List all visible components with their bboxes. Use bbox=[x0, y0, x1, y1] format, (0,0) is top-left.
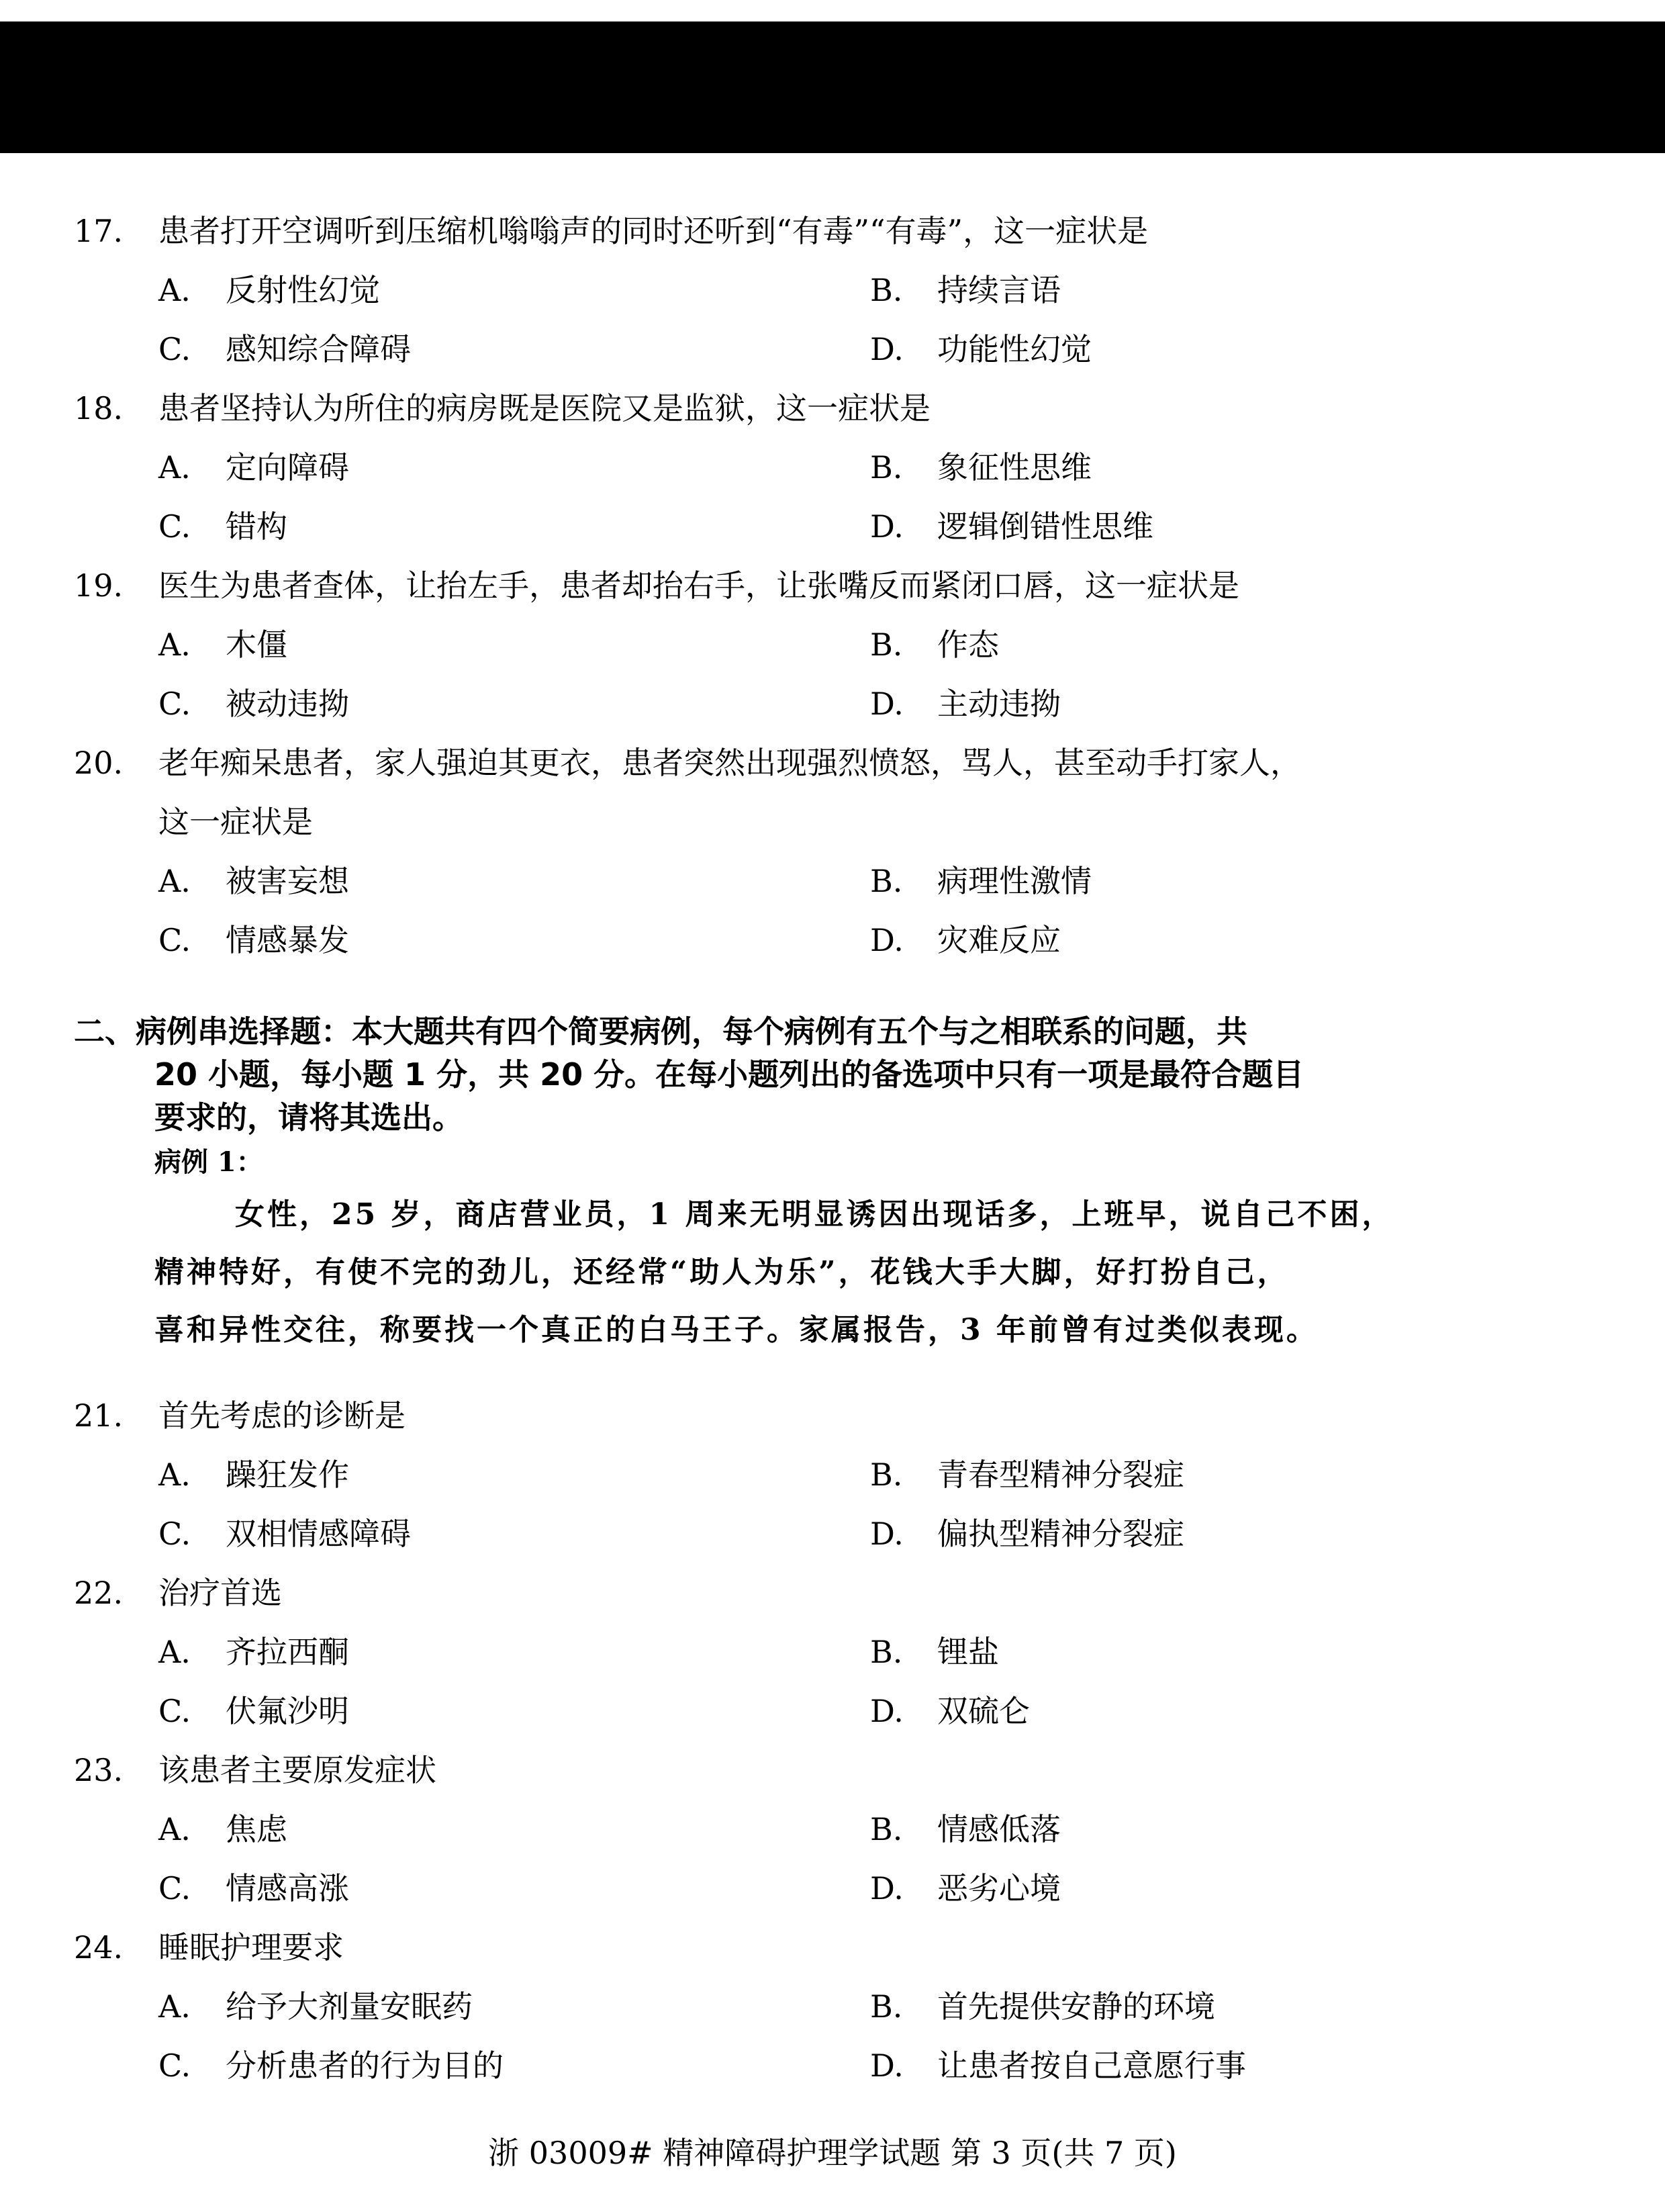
question-number: 17. bbox=[74, 213, 124, 249]
option-letter: C. bbox=[158, 331, 191, 367]
answer-option bbox=[158, 1504, 870, 1563]
question-group-single-choice bbox=[74, 201, 1591, 970]
option-text: 持续言语 bbox=[937, 272, 1061, 308]
options-row bbox=[74, 320, 1591, 379]
option-letter: C. bbox=[158, 508, 191, 545]
option-letter: D. bbox=[870, 1870, 904, 1906]
option-letter: C. bbox=[158, 2047, 191, 2084]
answer-option bbox=[870, 1977, 1582, 2036]
answer-option bbox=[870, 674, 1582, 733]
option-letter: B. bbox=[870, 272, 903, 308]
option-text: 分析患者的行为目的 bbox=[226, 2047, 504, 2084]
answer-option bbox=[158, 1445, 870, 1504]
option-text: 双相情感障碍 bbox=[226, 1516, 411, 1552]
section-header bbox=[74, 1010, 1591, 1139]
option-text: 焦虑 bbox=[226, 1811, 287, 1847]
answer-option bbox=[870, 261, 1582, 320]
option-letter: C. bbox=[158, 1516, 191, 1552]
option-letter: A. bbox=[158, 449, 191, 486]
option-letter: A. bbox=[158, 272, 191, 308]
case-description bbox=[74, 1186, 1591, 1359]
option-letter: D. bbox=[870, 1693, 904, 1729]
question-stem bbox=[74, 1386, 1591, 1445]
option-text: 让患者按自己意愿行事 bbox=[937, 2047, 1246, 2084]
option-text: 齐拉西酮 bbox=[226, 1634, 349, 1670]
option-text: 定向障碍 bbox=[226, 449, 349, 486]
options-row bbox=[74, 261, 1591, 320]
section-header-line-1: 二、病例串选择题：本大题共有四个简要病例，每个病例有五个与之相联系的问题，共 bbox=[74, 1013, 1247, 1050]
answer-option bbox=[158, 320, 870, 379]
answer-option bbox=[158, 1800, 870, 1859]
question-text: 患者坚持认为所住的病房既是医院又是监狱，这一症状是 bbox=[158, 390, 931, 426]
option-letter: A. bbox=[158, 1811, 191, 1847]
option-text: 灾难反应 bbox=[937, 922, 1061, 958]
answer-option bbox=[158, 911, 870, 970]
option-letter: C. bbox=[158, 1693, 191, 1729]
answer-option bbox=[870, 1504, 1582, 1563]
redaction-bar bbox=[0, 21, 1665, 153]
options-row bbox=[74, 1622, 1591, 1681]
section-header-line-2: 20 小题，每小题 1 分，共 20 分。在每小题列出的备选项中只有一项是最符合题目 bbox=[154, 1056, 1304, 1093]
answer-option bbox=[870, 2036, 1582, 2095]
answer-option bbox=[158, 674, 870, 733]
options-row bbox=[74, 1504, 1591, 1563]
option-letter: A. bbox=[158, 1634, 191, 1670]
option-text: 给予大剂量安眠药 bbox=[226, 1988, 473, 2025]
page-footer: 浙 03009# 精神障碍护理学试题 第 3 页(共 7 页) bbox=[488, 2135, 1177, 2171]
option-text: 逻辑倒错性思维 bbox=[937, 508, 1153, 545]
question-group-case-series bbox=[74, 1386, 1591, 2095]
answer-option bbox=[158, 1681, 870, 1741]
exam-content bbox=[74, 201, 1591, 2095]
option-text: 象征性思维 bbox=[937, 449, 1092, 486]
question-text: 睡眠护理要求 bbox=[158, 1929, 344, 1966]
question-stem bbox=[74, 733, 1591, 792]
option-letter: B. bbox=[870, 1988, 903, 2025]
option-text: 作态 bbox=[937, 627, 999, 663]
option-text: 木僵 bbox=[226, 627, 287, 663]
options-row bbox=[74, 438, 1591, 497]
answer-option bbox=[870, 1681, 1582, 1741]
options-row bbox=[74, 1977, 1591, 2036]
case-line: 女性，25 岁，商店营业员，1 周来无明显诱因出现话多，上班早，说自己不困， bbox=[235, 1197, 1394, 1232]
option-text: 情感暴发 bbox=[226, 922, 349, 958]
options-row bbox=[74, 674, 1591, 733]
option-text: 情感低落 bbox=[937, 1811, 1061, 1847]
answer-option bbox=[870, 320, 1582, 379]
answer-option bbox=[158, 1859, 870, 1918]
question-stem bbox=[74, 556, 1591, 615]
answer-option bbox=[158, 438, 870, 497]
question-text: 首先考虑的诊断是 bbox=[158, 1397, 406, 1434]
options-row bbox=[74, 911, 1591, 970]
option-letter: C. bbox=[158, 686, 191, 722]
answer-option bbox=[870, 497, 1582, 556]
option-text: 青春型精神分裂症 bbox=[937, 1457, 1184, 1493]
options-row bbox=[74, 497, 1591, 556]
options-row bbox=[74, 1859, 1591, 1918]
question-text: 医生为患者查体，让抬左手，患者却抬右手，让张嘴反而紧闭口唇，这一症状是 bbox=[158, 567, 1239, 604]
question-stem bbox=[74, 379, 1591, 438]
options-row bbox=[74, 1800, 1591, 1859]
option-letter: B. bbox=[870, 863, 903, 899]
option-letter: B. bbox=[870, 449, 903, 486]
option-letter: D. bbox=[870, 2047, 904, 2084]
question-number: 18. bbox=[74, 390, 124, 426]
question-text-continued: 这一症状是 bbox=[158, 804, 313, 840]
question-stem bbox=[74, 1563, 1591, 1622]
option-letter: B. bbox=[870, 1634, 903, 1670]
option-text: 病理性激情 bbox=[937, 863, 1092, 899]
options-row bbox=[74, 615, 1591, 674]
answer-option bbox=[870, 1622, 1582, 1681]
answer-option bbox=[158, 261, 870, 320]
option-text: 感知综合障碍 bbox=[226, 331, 411, 367]
answer-option bbox=[870, 438, 1582, 497]
option-letter: D. bbox=[870, 331, 904, 367]
answer-option bbox=[870, 1800, 1582, 1859]
answer-option bbox=[870, 851, 1582, 911]
answer-option bbox=[158, 851, 870, 911]
option-letter: C. bbox=[158, 1870, 191, 1906]
answer-option bbox=[158, 2036, 870, 2095]
answer-option bbox=[158, 1622, 870, 1681]
option-text: 偏执型精神分裂症 bbox=[937, 1516, 1184, 1552]
options-row bbox=[74, 851, 1591, 911]
case-line: 喜和异性交往，称要找一个真正的白马王子。家属报告，3 年前曾有过类似表现。 bbox=[154, 1313, 1319, 1347]
option-letter: A. bbox=[158, 1457, 191, 1493]
option-text: 错构 bbox=[226, 508, 287, 545]
question-text: 老年痴呆患者，家人强迫其更衣，患者突然出现强烈愤怒，骂人，甚至动手打家人， bbox=[158, 745, 1301, 781]
option-letter: D. bbox=[870, 922, 904, 958]
question-stem bbox=[74, 201, 1591, 261]
option-letter: B. bbox=[870, 1811, 903, 1847]
case-line: 精神特好，有使不完的劲儿，还经常“助人为乐”，花钱大手大脚，好打扮自己， bbox=[154, 1255, 1290, 1289]
question-stem bbox=[74, 1918, 1591, 1977]
option-text: 主动违拗 bbox=[937, 686, 1061, 722]
option-letter: A. bbox=[158, 627, 191, 663]
option-text: 首先提供安静的环境 bbox=[937, 1988, 1215, 2025]
option-text: 被害妄想 bbox=[226, 863, 349, 899]
question-number: 22. bbox=[74, 1575, 124, 1611]
option-text: 功能性幻觉 bbox=[937, 331, 1092, 367]
option-text: 恶劣心境 bbox=[937, 1870, 1061, 1906]
question-number: 23. bbox=[74, 1752, 124, 1788]
options-row bbox=[74, 1445, 1591, 1504]
question-stem bbox=[74, 1741, 1591, 1800]
case-label: 病例 1： bbox=[154, 1146, 263, 1178]
option-letter: D. bbox=[870, 1516, 904, 1552]
option-letter: A. bbox=[158, 1988, 191, 2025]
options-row bbox=[74, 1681, 1591, 1741]
option-letter: B. bbox=[870, 627, 903, 663]
option-text: 伏氟沙明 bbox=[226, 1693, 349, 1729]
question-text: 治疗首选 bbox=[158, 1575, 282, 1611]
option-text: 双硫仑 bbox=[937, 1693, 1030, 1729]
section-header-line-3: 要求的，请将其选出。 bbox=[154, 1099, 463, 1136]
question-text: 患者打开空调听到压缩机嗡嗡声的同时还听到“有毒”“有毒”，这一症状是 bbox=[158, 213, 1149, 249]
question-text: 该患者主要原发症状 bbox=[158, 1752, 436, 1788]
answer-option bbox=[870, 1859, 1582, 1918]
option-text: 被动违拗 bbox=[226, 686, 349, 722]
question-number: 21. bbox=[74, 1397, 124, 1434]
answer-option bbox=[870, 1445, 1582, 1504]
question-number: 20. bbox=[74, 745, 124, 781]
option-letter: D. bbox=[870, 686, 904, 722]
answer-option bbox=[870, 911, 1582, 970]
option-text: 情感高涨 bbox=[226, 1870, 349, 1906]
option-text: 锂盐 bbox=[937, 1634, 999, 1670]
answer-option bbox=[158, 1977, 870, 2036]
options-row bbox=[74, 2036, 1591, 2095]
question-number: 19. bbox=[74, 567, 124, 604]
option-letter: D. bbox=[870, 508, 904, 545]
answer-option bbox=[158, 615, 870, 674]
answer-option bbox=[158, 497, 870, 556]
option-letter: A. bbox=[158, 863, 191, 899]
option-text: 躁狂发作 bbox=[226, 1457, 349, 1493]
answer-option bbox=[870, 615, 1582, 674]
option-letter: B. bbox=[870, 1457, 903, 1493]
option-letter: C. bbox=[158, 922, 191, 958]
option-text: 反射性幻觉 bbox=[226, 272, 380, 308]
question-number: 24. bbox=[74, 1929, 124, 1966]
